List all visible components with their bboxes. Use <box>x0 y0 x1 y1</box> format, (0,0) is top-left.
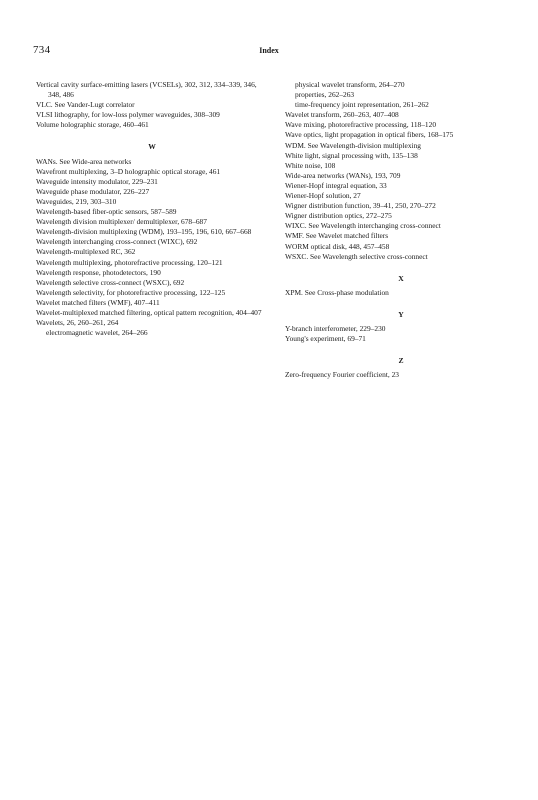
index-entry: WORM optical disk, 448, 457–458 <box>285 241 390 251</box>
index-entry: Wavelet matched filters (WMF), 407–411 <box>36 297 160 307</box>
index-entry: Wavelength interchanging cross-connect (WIXC), 692 <box>36 237 198 247</box>
page-number: 734 <box>33 44 51 56</box>
index-subentry: time-frequency joint representation, 261–262 <box>295 100 429 110</box>
index-column-right <box>285 80 517 380</box>
index-entry: Wavelength selective cross-connect (WSXC), 692 <box>36 277 185 287</box>
index-entry: Volume holographic storage, 460–461 <box>36 120 149 130</box>
section-letter: W <box>148 142 156 152</box>
index-entry: Wiener-Hopf solution, 27 <box>285 191 361 201</box>
index-entry: VLSI lithography, for low-loss polymer waveguides, 308–309 <box>36 110 220 120</box>
index-entry: Wave optics, light propagation in optical fibers, 168–175 <box>285 130 454 140</box>
index-entry: Wavelets, 26, 260–261, 264 <box>36 318 119 328</box>
index-entry: WSXC. See Wavelength selective cross-connect <box>285 251 428 261</box>
index-entry: Wide-area networks (WANs), 193, 709 <box>285 170 401 180</box>
index-subentry: properties, 262–263 <box>295 90 355 100</box>
section-letter: X <box>398 273 404 283</box>
index-entry: White light, signal processing with, 135–138 <box>285 150 418 160</box>
index-entry: Wavelength multiplexing, photorefractive processing, 120–121 <box>36 257 223 267</box>
running-head: Index <box>259 46 279 55</box>
index-entry: Vertical cavity surface-emitting lasers (VCSELs), 302, 312, 334–339, 346, 348, 486 <box>36 80 257 100</box>
index-entry: White noise, 108 <box>285 160 336 170</box>
index-entry: Wavelength-division multiplexing (WDM), 193–195, 196, 610, 667–668 <box>36 227 252 237</box>
index-entry: Wavelength selectivity, for photorefractive processing, 122–125 <box>36 287 226 297</box>
index-entry: Wavelet transform, 260–263, 407–408 <box>285 110 399 120</box>
index-entry: Wavelength-based fiber-optic sensors, 587–589 <box>36 207 177 217</box>
index-entry: Wavefront multiplexing, 3–D holographic optical storage, 461 <box>36 166 221 176</box>
index-entry: Wiener-Hopf integral equation, 33 <box>285 180 387 190</box>
index-entry: Wavelet-multiplexed matched filtering, optical pattern recognition, 404–407 <box>36 307 262 317</box>
index-entry: WDM. See Wavelength-division multiplexing <box>285 140 421 150</box>
index-entry: VLC. See Vander-Lugt correlator <box>36 100 135 110</box>
index-entry: Waveguides, 219, 303–310 <box>36 196 117 206</box>
index-entry: Wavelength-multiplexed RC, 362 <box>36 247 136 257</box>
index-entry: Waveguide phase modulator, 226–227 <box>36 186 150 196</box>
index-entry: Zero-frequency Fourier coefficient, 23 <box>285 370 399 380</box>
index-column-left <box>36 80 268 338</box>
index-entry: WANs. See Wide-area networks <box>36 156 132 166</box>
index-entry: Young's experiment, 69–71 <box>285 334 366 344</box>
index-subentry: physical wavelet transform, 264–270 <box>295 80 405 89</box>
index-entry: Wigner distribution function, 39–41, 250, 270–272 <box>285 201 436 211</box>
section-letter: Z <box>398 356 404 366</box>
index-entry: WMF. See Wavelet matched filters <box>285 231 389 241</box>
index-entry: XPM. See Cross-phase modulation <box>285 287 389 297</box>
index-entry: Wavelength response, photodetectors, 190 <box>36 267 161 277</box>
section-letter: Y <box>398 309 404 319</box>
index-entry: Waveguide intensity modulator, 229–231 <box>36 176 158 186</box>
index-entry: Wigner distribution optics, 272–275 <box>285 211 392 221</box>
index-entry: Wave mixing, photorefractive processing, 118–120 <box>285 120 437 130</box>
index-subentry: electromagnetic wavelet, 264–266 <box>46 328 148 338</box>
index-entry: Wavelength division multiplexer/ demultiplexer, 678–687 <box>36 217 207 227</box>
index-entry: Y-branch interferometer, 229–230 <box>285 323 386 333</box>
index-entry: WIXC. See Wavelength interchanging cross-connect <box>285 221 441 231</box>
